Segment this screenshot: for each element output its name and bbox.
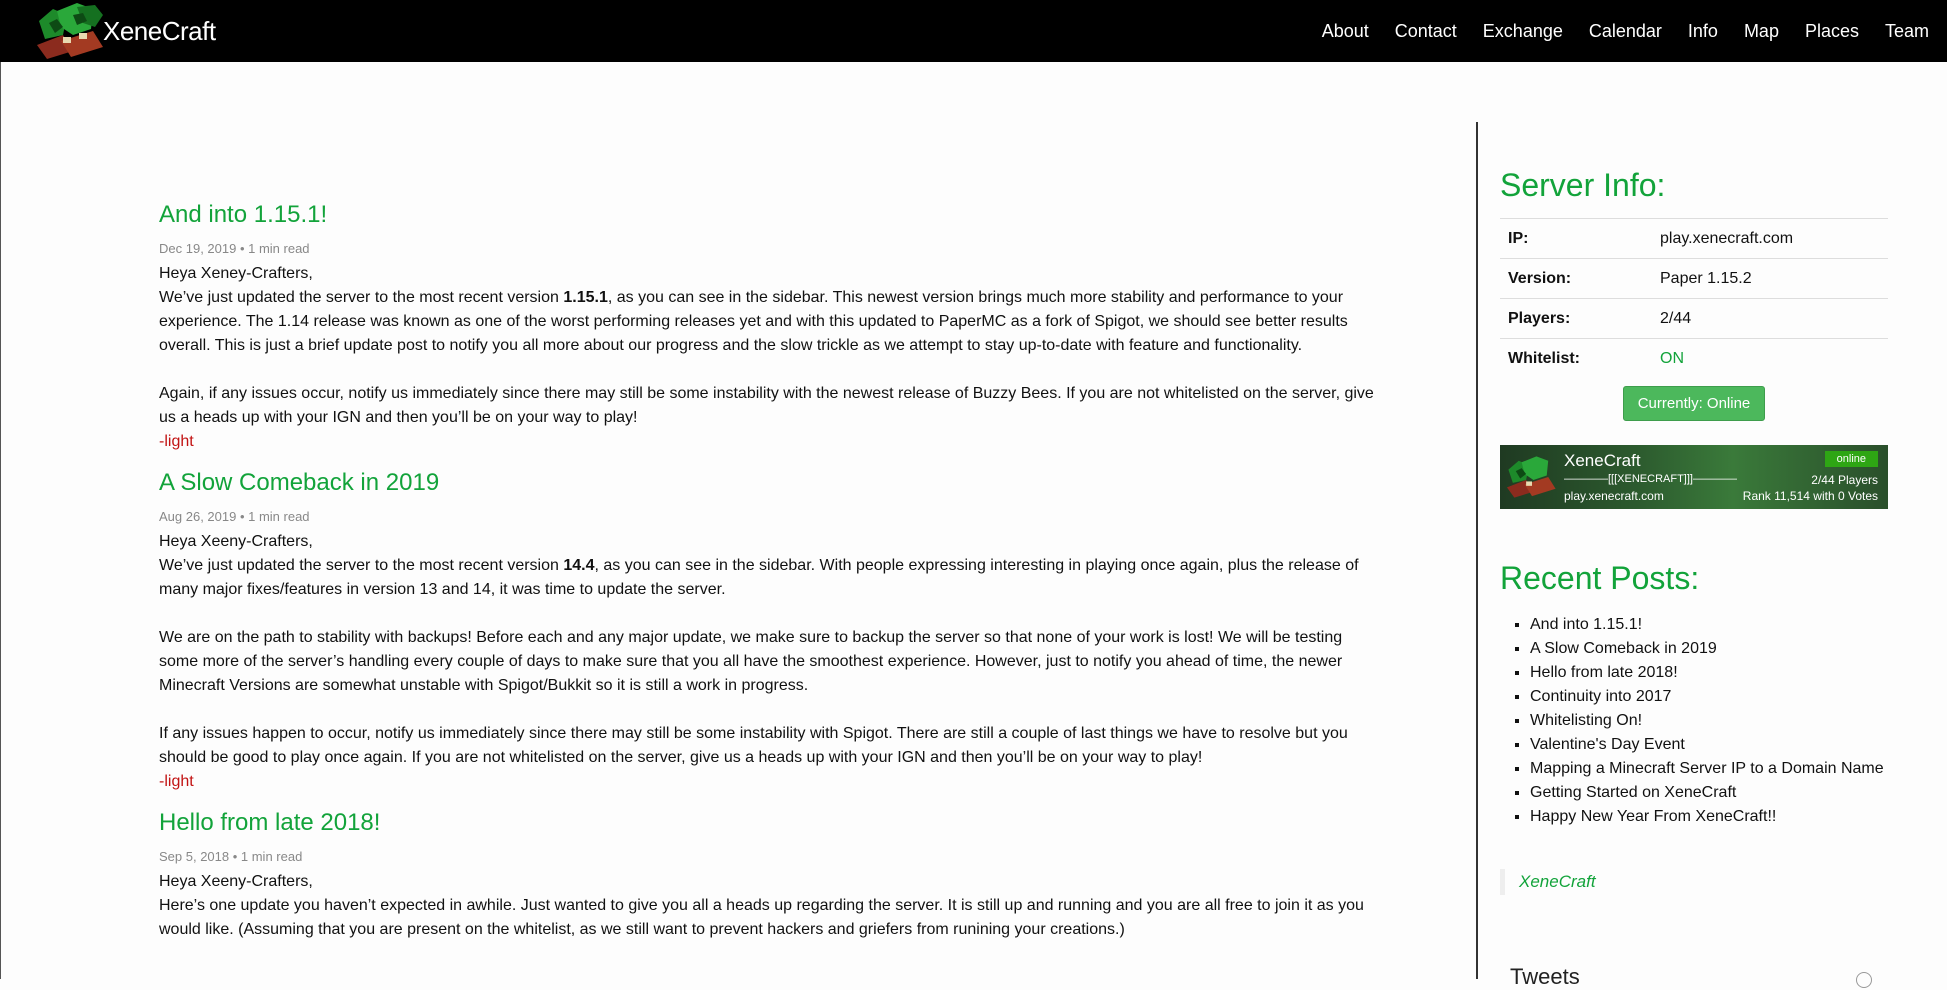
banner-motd: ————[[[XENECRAFT]]]———— [1564,473,1737,485]
post-paragraph: Again, if any issues occur, notify us immediately since there may still be some instability with the newest release of Buzzy Bees. If you are not whitelisted on the server, give us a heads up with your IGN and then you’ll be on your way to play! [159,385,1374,426]
info-row-version [1500,259,1888,299]
post-text: , as you can see in the sidebar. With people expressing interesting in playing once again, plus the release of many major fixes/features in version 13 and 14, it was time to update the server. [159,557,1359,598]
info-icon[interactable] [1856,972,1872,988]
banner-players: 2/44 Players [1811,473,1878,487]
sidebar-divider [1476,122,1478,979]
nav-about[interactable]: About [1321,20,1369,41]
post-title[interactable]: A Slow Comeback in 2019 [159,469,440,496]
post-version-bold: 1.15.1 [563,289,608,306]
post-paragraph [159,286,1381,358]
recent-post-link[interactable]: ▪ And into 1.15.1! [1530,613,1888,637]
recent-post-link[interactable]: ▪ Getting Started on XeneCraft [1530,781,1888,805]
recent-post-link[interactable]: ▪ Happy New Year From XeneCraft!! [1530,805,1888,829]
recent-post-link[interactable]: ▪ Continuity into 2017 [1530,685,1888,709]
post-meta: Aug 26, 2019 • 1 min read [159,509,310,524]
nav-places[interactable]: Places [1804,20,1859,41]
recent-post-link[interactable]: ▪ Whitelisting On! [1530,709,1888,733]
post-text: We’ve just updated the server to the most recent version [159,289,564,306]
post-greeting: Heya Xeeny-Crafters, [159,533,313,550]
nav-links [1296,0,1929,62]
post-title[interactable]: And into 1.15.1! [159,201,328,228]
nav-calendar[interactable]: Calendar [1588,20,1662,41]
post-paragraph: Here’s one update you haven’t expected in awhile. Just wanted to give you all a heads up regarding the server. It is still up and running and you are all free to join it as you would like. (Assuming that you are present on the whitelist, as we still want to prevent hackers and griefers from runining your creations.) [159,897,1364,938]
post-item [159,200,1381,454]
recent-post-link[interactable]: ▪ Mapping a Minecraft Server IP to a Domain Name [1530,757,1888,781]
xenecraft-banner-logo-icon [1504,451,1560,503]
server-info-heading: Server Info: [1500,167,1666,203]
post-text: We’ve just updated the server to the most recent version [159,557,564,574]
info-value: play.xenecraft.com [1652,219,1888,259]
info-key: IP: [1500,219,1652,259]
nav-exchange[interactable]: Exchange [1482,20,1563,41]
post-signature: -light [159,773,194,790]
info-row-ip [1500,219,1888,259]
server-status-button[interactable]: Currently: Online [1623,386,1766,421]
post-signature: -light [159,433,194,450]
banner-online-badge: online [1825,451,1878,467]
nav-contact[interactable]: Contact [1394,20,1457,41]
brand-link[interactable] [33,2,216,60]
recent-post-link[interactable]: ▪ A Slow Comeback in 2019 [1530,637,1888,661]
nav-team[interactable]: Team [1884,20,1929,41]
recent-post-link[interactable]: ▪ Valentine's Day Event [1530,733,1888,757]
top-navbar [0,0,1947,62]
xenecraft-logo-icon [33,1,109,61]
post-greeting: Heya Xeney-Crafters, [159,265,313,282]
recent-posts [1500,553,1888,829]
recent-posts-list [1500,613,1888,829]
status-wrap [1500,386,1888,421]
banner-server-name: XeneCraft [1564,451,1641,470]
info-value: Paper 1.15.2 [1652,259,1888,299]
server-banner[interactable] [1500,445,1888,509]
post-list [159,200,1381,956]
banner-rank: Rank 11,514 with 0 Votes [1742,489,1878,503]
page-border [0,0,1,979]
post-item [159,808,1381,942]
xenecraft-link[interactable]: XeneCraft [1519,872,1596,891]
post-body [159,530,1381,794]
nav-map[interactable]: Map [1743,20,1779,41]
info-key: Version: [1500,259,1652,299]
post-paragraph: We are on the path to stability with backups! Before each and any major update, we make sure to backup the server so that none of your work is lost! We will be testing some more of the server’s handling every couple of days to make sure that you all have the smoothest experience. However, just to notify you ahead of time, the newer Minecraft Versions are somewhat unstable with Spigot/Bukkit so it is still a work in progress. [159,629,1343,694]
tweets-title: Tweets [1510,964,1580,989]
post-greeting: Heya Xeeny-Crafters, [159,873,313,890]
recent-post-link[interactable]: ▪ Hello from late 2018! [1530,661,1888,685]
post-meta: Dec 19, 2019 • 1 min read [159,241,310,256]
info-row-players [1500,299,1888,339]
server-info-table [1500,218,1888,378]
post-title[interactable]: Hello from late 2018! [159,809,381,836]
post-paragraph [159,554,1381,602]
banner-ip: play.xenecraft.com [1564,489,1664,503]
post-body [159,870,1381,942]
post-version-bold: 14.4 [563,557,595,574]
recent-posts-heading: Recent Posts: [1500,560,1700,596]
whitelist-status: ON [1652,339,1888,379]
post-meta: Sep 5, 2018 • 1 min read [159,849,303,864]
xenecraft-quote [1500,869,1888,895]
sidebar [1500,160,1888,895]
info-value: 2/44 [1652,299,1888,339]
post-item [159,468,1381,794]
post-paragraph: If any issues happen to occur, notify us immediately since there may still be some instability with Spigot. There are still a couple of last things we have to resolve but you should be good to play once again. If you are not whitelisted on the server, give us a heads up with your IGN and then you’ll be on your way to play! [159,725,1348,766]
post-text: , as you can see in the sidebar. This newest version brings much more stability and performance to your experience. The 1.14 release was known as one of the worst performing releases yet and with this updated to PaperMC as a fork of Spigot, we should see better results overall. This is just a brief update post to notify you all more about our progress and the slow trickle as we attempt to stay up-to-date with feature and functionality. [159,289,1348,354]
info-key: Whitelist: [1500,339,1652,379]
info-row-whitelist [1500,339,1888,379]
nav-info[interactable]: Info [1687,20,1718,41]
info-key: Players: [1500,299,1652,339]
brand-name: XeneCraft [103,15,216,46]
post-body [159,262,1381,454]
